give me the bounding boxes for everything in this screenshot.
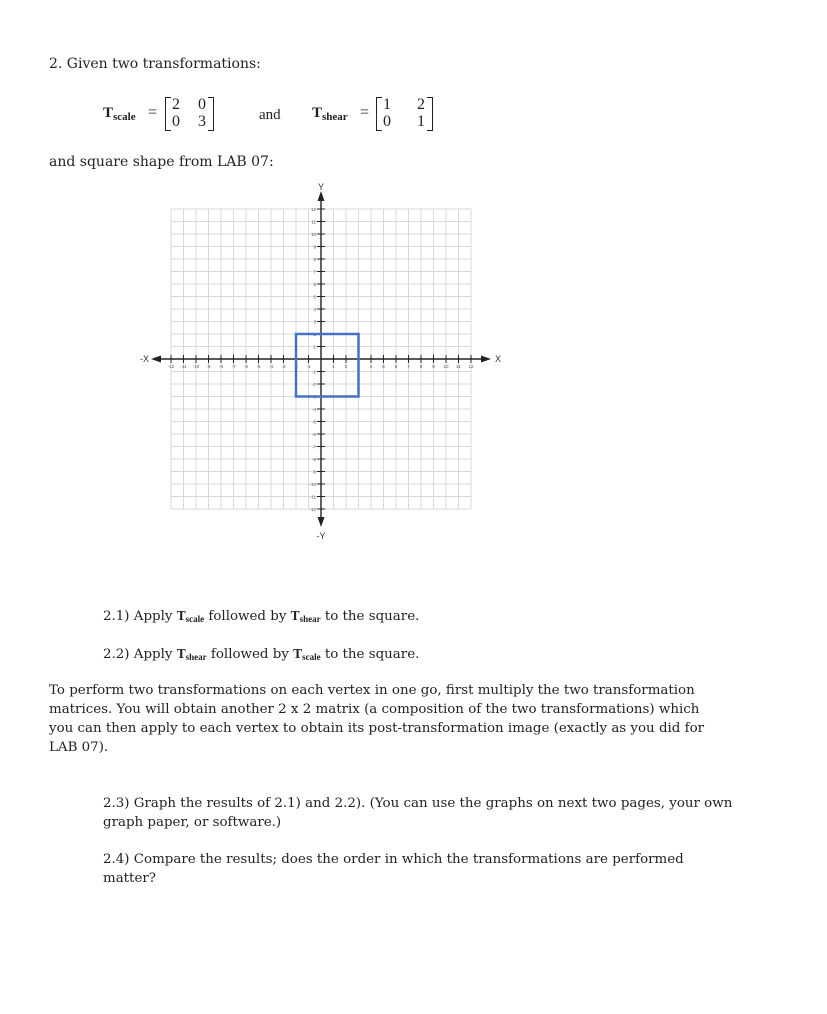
x-tick-label: -11 xyxy=(180,364,187,369)
and-text: and xyxy=(259,107,281,123)
y-axis-label: Y xyxy=(317,182,325,192)
matrix-cell: 2 xyxy=(172,96,180,113)
y-tick-label: -1 xyxy=(311,369,316,375)
y-tick-label: 4 xyxy=(313,307,316,312)
y-tick-label: 8 xyxy=(313,257,316,262)
y-tick-label: -6 xyxy=(311,432,316,437)
coordinate-graph xyxy=(130,180,510,550)
x-tick-label: 10 xyxy=(443,364,449,369)
y-tick-label: -10 xyxy=(309,482,316,487)
matrix-cell: 1 xyxy=(383,96,391,113)
y-axis-arrow-up xyxy=(318,191,325,201)
x-tick-label: 12 xyxy=(468,364,474,369)
t-scale-matrix xyxy=(165,96,213,132)
x-tick-label: 5 xyxy=(382,364,385,369)
y-tick-label: -4 xyxy=(311,407,316,412)
x-tick-label: 2 xyxy=(344,364,348,369)
x-tick-label: 4 xyxy=(369,364,373,369)
axes xyxy=(151,191,491,527)
y-tick-label: 7 xyxy=(313,269,316,275)
matrix-cell: 0 xyxy=(198,96,206,113)
x-tick-label: 7 xyxy=(407,364,410,369)
y-tick-label: -12 xyxy=(309,507,316,512)
x-tick-label: -9 xyxy=(206,364,211,369)
neg-x-axis-label: -X xyxy=(140,354,149,364)
y-tick-label: -7 xyxy=(311,444,316,450)
x-tick-label: -12 xyxy=(167,364,175,369)
y-tick-label: 1 xyxy=(313,344,316,350)
problem-heading: 2. Given two transformations: xyxy=(49,56,261,72)
x-tick-label: -5 xyxy=(256,364,261,369)
y-tick-label: 6 xyxy=(313,282,316,287)
x-tick-label: 3 xyxy=(357,364,360,369)
x-tick-label: -2 xyxy=(293,364,299,369)
matrix-cell: 1 xyxy=(417,113,425,130)
x-tick-label: 6 xyxy=(394,364,398,369)
y-tick-label: 2 xyxy=(313,332,316,337)
matrix-cell: 0 xyxy=(383,113,391,130)
question-2-4: 2.4) Compare the results; does the order in which the transformations are performed matter? xyxy=(103,852,684,886)
t-shear-matrix xyxy=(376,96,432,132)
shape-intro: and square shape from LAB 07: xyxy=(49,154,274,170)
matrix-cell: 0 xyxy=(172,113,180,130)
x-tick-label: -8 xyxy=(218,364,224,369)
question-2-2: 2.2) Apply $T_{shear}$ followed by $T_{scale}$ to the square. xyxy=(103,646,420,662)
y-tick-label: 3 xyxy=(313,319,316,325)
x-tick-label: 9 xyxy=(432,364,435,369)
x-axis-arrow-left xyxy=(151,356,161,363)
y-tick-label: -5 xyxy=(311,419,316,425)
y-tick-label: 12 xyxy=(310,207,316,212)
matrix-cell: 2 xyxy=(417,96,425,113)
question-2-3: 2.3) Graph the results of 2.1) and 2.2). (You can use the graphs on next two pages, your own graph paper, or software.) xyxy=(103,796,733,830)
y-tick-label: -11 xyxy=(309,494,316,500)
y-tick-label: -9 xyxy=(311,469,316,475)
y-tick-label: 11 xyxy=(311,219,316,225)
equals-sign: = xyxy=(360,104,370,121)
x-tick-label: -7 xyxy=(231,364,236,369)
y-axis-arrow-down xyxy=(318,517,325,527)
y-tick-label: 5 xyxy=(313,294,316,300)
x-tick-label: -1 xyxy=(306,364,311,369)
x-axis-label: X xyxy=(495,354,502,364)
question-2-1: 2.1) Apply $T_{scale}$ followed by $T_{shear}$ to the square. xyxy=(103,608,420,624)
square-shape xyxy=(293,334,359,397)
matrix-cell: 3 xyxy=(198,113,206,130)
equals-sign: = xyxy=(148,104,158,121)
x-tick-label: -3 xyxy=(281,364,286,369)
x-tick-label: -6 xyxy=(243,364,249,369)
x-tick-label: 8 xyxy=(419,364,423,369)
y-tick-label: -8 xyxy=(311,457,316,462)
neg-y-axis-label: -Y xyxy=(316,531,326,541)
t-shear-label: $T_{shear}$ xyxy=(312,105,348,123)
instructions-paragraph: To perform two transformations on each vertex in one go, first multiply the two transformation matrices. You will obtain another 2 x 2 matrix (a composition of the two transformations) which you can then apply to each vertex to obtain its post-transformation image (exactly as you did for LAB 07). xyxy=(49,683,705,755)
x-tick-label: -10 xyxy=(192,364,200,369)
y-tick-label: -2 xyxy=(311,382,316,387)
x-tick-label: 11 xyxy=(456,364,461,369)
y-tick-label: 9 xyxy=(313,244,316,250)
x-tick-label: -4 xyxy=(268,364,274,369)
x-tick-label: 1 xyxy=(332,364,335,369)
y-tick-label: 10 xyxy=(310,232,316,237)
y-tick-label: -3 xyxy=(311,394,316,400)
t-scale-label: $T_{scale}$ xyxy=(103,105,136,123)
x-axis-arrow-right xyxy=(481,356,491,363)
